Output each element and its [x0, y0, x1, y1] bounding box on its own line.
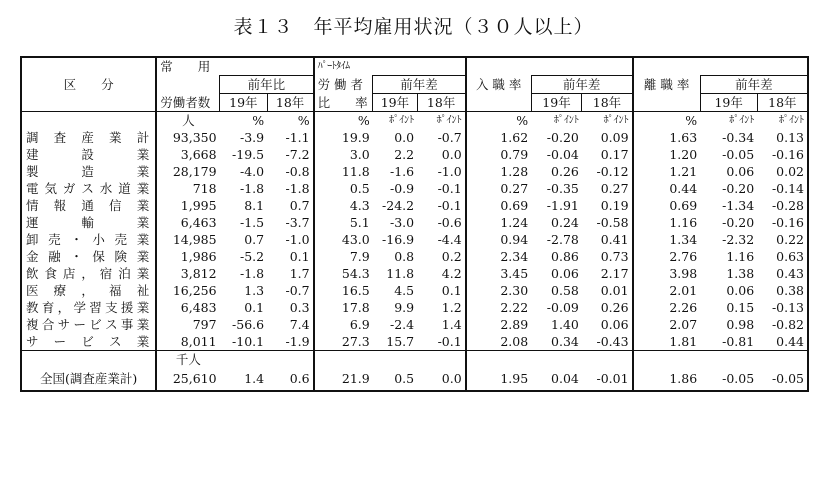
cell-workers: 8,011 — [156, 333, 219, 351]
cell-out: 2.26 — [633, 299, 701, 316]
cell-workers: 3,668 — [156, 146, 219, 163]
unit-pct-18: % — [267, 112, 313, 130]
cell-in: 1.24 — [466, 214, 531, 231]
unit-point-pd18: ﾎﾟｲﾝﾄ — [417, 112, 466, 130]
cell-workers: 6,483 — [156, 299, 219, 316]
cell-out: 2.76 — [633, 248, 701, 265]
industry-name: 情報通信業 — [26, 198, 150, 213]
cell-workers: 797 — [156, 316, 219, 333]
industry-name: 金融・保険業 — [26, 249, 150, 264]
cell-workers: 28,179 — [156, 163, 219, 180]
total-od18: -0.05 — [771, 371, 804, 386]
cell-r18: -1.1 — [285, 130, 310, 145]
header-rishoku-zennen-sa: 前年差 — [700, 76, 808, 94]
industry-name: 製造業 — [26, 164, 150, 179]
unit-pct-pt: % — [314, 112, 373, 130]
cell-workers: 16,256 — [156, 282, 219, 299]
cell-pd18: -0.1 — [437, 181, 462, 196]
cell-id18: 2.17 — [600, 266, 629, 281]
industry-name: 飲食店，宿泊業 — [26, 266, 150, 281]
unit-point-id18: ﾎﾟｲﾝﾄ — [582, 112, 633, 130]
industry-name: 複合サービス事業 — [26, 317, 150, 332]
cell-id18: -0.12 — [596, 164, 629, 179]
cell-r19: -3.9 — [240, 130, 265, 145]
cell-pt: 7.9 — [314, 248, 373, 265]
header-id19: 19年 — [531, 94, 582, 112]
cell-id19: -0.04 — [546, 147, 579, 162]
cell-r18: 1.7 — [289, 266, 310, 281]
cell-id18: -0.43 — [596, 334, 629, 349]
cell-pt: 5.1 — [314, 214, 373, 231]
cell-workers: 14,985 — [156, 231, 219, 248]
cell-r18: -7.2 — [285, 147, 310, 162]
cell-pt: 16.5 — [314, 282, 373, 299]
cell-od19: 0.98 — [726, 317, 755, 332]
cell-pd19: 11.8 — [386, 266, 415, 281]
cell-pt: 27.3 — [314, 333, 373, 351]
cell-pt: 54.3 — [314, 265, 373, 282]
table-row — [21, 163, 808, 180]
cell-r18: 7.4 — [289, 317, 310, 332]
cell-od18: 0.13 — [776, 130, 804, 145]
cell-pd18: 0.0 — [441, 147, 462, 162]
cell-in: 2.08 — [466, 333, 531, 351]
cell-pd18: -0.1 — [437, 198, 462, 213]
cell-pt: 17.8 — [314, 299, 373, 316]
header-roudousha: 労 働 者 — [314, 76, 373, 94]
cell-r18: -0.8 — [285, 164, 310, 179]
cell-r19: 8.1 — [244, 198, 265, 213]
cell-in: 2.34 — [466, 248, 531, 265]
cell-workers: 718 — [156, 180, 219, 197]
cell-pd19: -0.9 — [389, 181, 415, 196]
cell-od18: -0.13 — [771, 300, 804, 315]
cell-od18: -0.16 — [771, 147, 804, 162]
cell-r19: 0.7 — [244, 232, 265, 247]
cell-r18: 0.1 — [289, 249, 310, 264]
cell-pd19: 0.0 — [394, 130, 415, 145]
cell-pd19: 4.5 — [394, 283, 415, 298]
cell-od19: -2.32 — [722, 232, 755, 247]
total-r19: 1.4 — [244, 371, 265, 386]
cell-out: 0.44 — [633, 180, 701, 197]
cell-out: 2.01 — [633, 282, 701, 299]
cell-pt: 19.9 — [314, 129, 373, 146]
header-part-zennen-sa: 前年差 — [373, 76, 466, 94]
cell-id18: 0.19 — [600, 198, 629, 213]
cell-pt: 43.0 — [314, 231, 373, 248]
cell-id19: -0.35 — [546, 181, 579, 196]
cell-pd18: 0.2 — [441, 249, 462, 264]
cell-id18: 0.73 — [600, 249, 629, 264]
cell-id19: -1.91 — [546, 198, 579, 213]
cell-in: 0.94 — [466, 231, 531, 248]
cell-od19: 0.06 — [726, 283, 755, 298]
cell-pd18: 1.2 — [441, 300, 462, 315]
cell-pd18: 4.2 — [441, 266, 462, 281]
cell-od19: 0.15 — [726, 300, 755, 315]
header-row-1 — [21, 57, 808, 76]
cell-r19: -1.8 — [240, 266, 265, 281]
cell-pd19: -1.6 — [389, 164, 415, 179]
table-row — [21, 248, 808, 265]
total-pt: 21.9 — [314, 368, 373, 391]
cell-pd19: 0.8 — [394, 249, 415, 264]
cell-r18: 0.3 — [289, 300, 310, 315]
table-row — [21, 129, 808, 146]
total-r18: 0.6 — [289, 371, 310, 386]
cell-in: 0.79 — [466, 146, 531, 163]
industry-name: 卸売・小売業 — [26, 232, 150, 247]
cell-od18: 0.43 — [776, 266, 804, 281]
total-pd18: 0.0 — [441, 371, 462, 386]
cell-pd19: 2.2 — [394, 147, 415, 162]
cell-od19: -0.05 — [722, 147, 755, 162]
cell-out: 1.34 — [633, 231, 701, 248]
cell-id18: 0.17 — [600, 147, 629, 162]
cell-r19: 1.3 — [244, 283, 265, 298]
cell-workers: 93,350 — [156, 129, 219, 146]
total-in: 1.95 — [466, 368, 531, 391]
unit-sennin: 千人 — [156, 351, 219, 369]
cell-od18: 0.02 — [776, 164, 804, 179]
unit-point-od19: ﾎﾟｲﾝﾄ — [700, 112, 757, 130]
cell-od19: -0.34 — [722, 130, 755, 145]
cell-id19: 1.40 — [551, 317, 579, 332]
header-pd18: 18年 — [417, 94, 466, 112]
cell-od19: 1.16 — [726, 249, 755, 264]
header-roudousha-su: 労働者数 — [156, 94, 219, 112]
table-row — [21, 282, 808, 299]
cell-in: 0.69 — [466, 197, 531, 214]
unit-point-pd19: ﾎﾟｲﾝﾄ — [373, 112, 417, 130]
cell-r19: -4.0 — [240, 164, 265, 179]
cell-out: 1.16 — [633, 214, 701, 231]
unit-pct-in: % — [466, 112, 531, 130]
cell-pd19: 15.7 — [386, 334, 415, 349]
cell-workers: 1,986 — [156, 248, 219, 265]
cell-od18: 0.38 — [776, 283, 804, 298]
total-row — [21, 368, 808, 391]
industry-name: 医療，福祉 — [26, 283, 150, 298]
cell-id18: 0.01 — [600, 283, 629, 298]
cell-workers: 1,995 — [156, 197, 219, 214]
cell-od19: -0.20 — [722, 215, 755, 230]
cell-out: 1.20 — [633, 146, 701, 163]
cell-r18: -0.7 — [285, 283, 310, 298]
industry-name: 調査産業計 — [26, 130, 150, 145]
cell-pt: 6.9 — [314, 316, 373, 333]
header-zennen-hi: 前年比 — [220, 76, 314, 94]
cell-pd19: -24.2 — [382, 198, 415, 213]
cell-workers: 3,812 — [156, 265, 219, 282]
cell-od18: -0.82 — [771, 317, 804, 332]
table-row — [21, 214, 808, 231]
header-nyushoku-zennen-sa: 前年差 — [531, 76, 632, 94]
table-row — [21, 180, 808, 197]
cell-id18: 0.26 — [600, 300, 629, 315]
header-hiritsu: 比 率 — [314, 94, 373, 112]
header-jouyou: 常 用 — [156, 57, 219, 76]
cell-out: 0.69 — [633, 197, 701, 214]
cell-id18: -0.58 — [596, 215, 629, 230]
cell-pd18: -0.6 — [437, 215, 462, 230]
unit-pct-19: % — [220, 112, 268, 130]
cell-in: 0.27 — [466, 180, 531, 197]
cell-od18: 0.44 — [776, 334, 804, 349]
header-kubun: 区 分 — [63, 77, 114, 92]
cell-pt: 3.0 — [314, 146, 373, 163]
cell-pd18: -0.7 — [437, 130, 462, 145]
unit-point-od18: ﾎﾟｲﾝﾄ — [757, 112, 808, 130]
cell-r19: -10.1 — [232, 334, 265, 349]
total-out: 1.86 — [633, 368, 701, 391]
industry-name: サービス業 — [26, 334, 150, 349]
cell-out: 1.63 — [633, 129, 701, 146]
cell-pt: 11.8 — [314, 163, 373, 180]
cell-pd18: 0.1 — [441, 283, 462, 298]
cell-r18: -1.8 — [285, 181, 310, 196]
cell-r19: 0.1 — [244, 300, 265, 315]
cell-od19: -0.20 — [722, 181, 755, 196]
cell-r18: 0.7 — [289, 198, 310, 213]
header-od19: 19年 — [700, 94, 757, 112]
total-id19: 0.04 — [551, 371, 579, 386]
cell-in: 2.22 — [466, 299, 531, 316]
cell-od18: -0.14 — [771, 181, 804, 196]
cell-id19: 0.06 — [551, 266, 579, 281]
cell-out: 1.21 — [633, 163, 701, 180]
cell-in: 2.30 — [466, 282, 531, 299]
industry-name: 教育，学習支援業 — [26, 300, 150, 315]
cell-pd18: 1.4 — [441, 317, 462, 332]
cell-pd19: -2.4 — [389, 317, 415, 332]
cell-pd18: -0.1 — [437, 334, 462, 349]
cell-r19: -56.6 — [232, 317, 265, 332]
cell-out: 2.07 — [633, 316, 701, 333]
cell-od19: -1.34 — [722, 198, 755, 213]
table-row — [21, 146, 808, 163]
unit-nin: 人 — [156, 112, 219, 130]
cell-workers: 6,463 — [156, 214, 219, 231]
cell-id18: 0.06 — [600, 317, 629, 332]
cell-in: 1.28 — [466, 163, 531, 180]
industry-name: 運輸業 — [26, 215, 150, 230]
cell-od19: 1.38 — [726, 266, 755, 281]
cell-id18: 0.09 — [600, 130, 629, 145]
unit-row — [21, 112, 808, 130]
cell-od19: -0.81 — [722, 334, 755, 349]
cell-id19: -2.78 — [546, 232, 579, 247]
cell-r19: -19.5 — [232, 147, 265, 162]
cell-r19: -1.5 — [240, 215, 265, 230]
cell-id19: 0.86 — [551, 249, 579, 264]
total-pd19: 0.5 — [394, 371, 415, 386]
cell-id18: 0.27 — [600, 181, 629, 196]
cell-pd18: -1.0 — [437, 164, 462, 179]
industry-name: 建設業 — [26, 147, 150, 162]
cell-od18: -0.16 — [771, 215, 804, 230]
table-row — [21, 316, 808, 333]
header-pd19: 19年 — [373, 94, 417, 112]
cell-out: 3.98 — [633, 265, 701, 282]
cell-pd19: 9.9 — [394, 300, 415, 315]
cell-r18: -3.7 — [285, 215, 310, 230]
cell-pd18: -4.4 — [437, 232, 462, 247]
cell-r18: -1.9 — [285, 334, 310, 349]
cell-id19: 0.58 — [551, 283, 579, 298]
total-name: 全国(調査産業計) — [39, 371, 138, 386]
cell-out: 1.81 — [633, 333, 701, 351]
cell-id19: 0.26 — [551, 164, 579, 179]
header-id18: 18年 — [582, 94, 633, 112]
total-workers: 25,610 — [156, 368, 219, 391]
table-row — [21, 299, 808, 316]
unit-pct-out: % — [633, 112, 701, 130]
unit-point-id19: ﾎﾟｲﾝﾄ — [531, 112, 582, 130]
total-od19: -0.05 — [722, 371, 755, 386]
cell-od18: -0.28 — [771, 198, 804, 213]
header-nyushoku: 入 職 率 — [466, 76, 531, 94]
industry-name: 電気ガス水道業 — [26, 181, 150, 196]
cell-pd19: -16.9 — [382, 232, 415, 247]
header-od18: 18年 — [757, 94, 808, 112]
cell-in: 3.45 — [466, 265, 531, 282]
cell-id19: -0.09 — [546, 300, 579, 315]
total-id18: -0.01 — [596, 371, 629, 386]
table-title: 表１３ 年平均雇用状況（３０人以上） — [233, 16, 594, 38]
cell-id19: -0.20 — [546, 130, 579, 145]
cell-r18: -1.0 — [285, 232, 310, 247]
cell-id19: 0.24 — [551, 215, 579, 230]
header-part-time: ﾊﾟｰﾄﾀｲﾑ — [314, 57, 373, 76]
cell-pd19: -3.0 — [389, 215, 415, 230]
cell-r19: -1.8 — [240, 181, 265, 196]
cell-od19: 0.06 — [726, 164, 755, 179]
cell-r19: -5.2 — [240, 249, 265, 264]
cell-id18: 0.41 — [600, 232, 629, 247]
header-r19: 19年 — [220, 94, 268, 112]
header-rishoku: 離 職 率 — [633, 76, 701, 94]
total-unit-row — [21, 351, 808, 369]
table-row — [21, 333, 808, 351]
cell-in: 2.89 — [466, 316, 531, 333]
table-row — [21, 197, 808, 214]
header-r18: 18年 — [267, 94, 313, 112]
table-row — [21, 231, 808, 248]
cell-id19: 0.34 — [551, 334, 579, 349]
cell-in: 1.62 — [466, 129, 531, 146]
cell-od18: 0.63 — [776, 249, 804, 264]
cell-od18: 0.22 — [776, 232, 804, 247]
cell-pt: 4.3 — [314, 197, 373, 214]
employment-table — [20, 56, 809, 392]
cell-pt: 0.5 — [314, 180, 373, 197]
table-row — [21, 265, 808, 282]
